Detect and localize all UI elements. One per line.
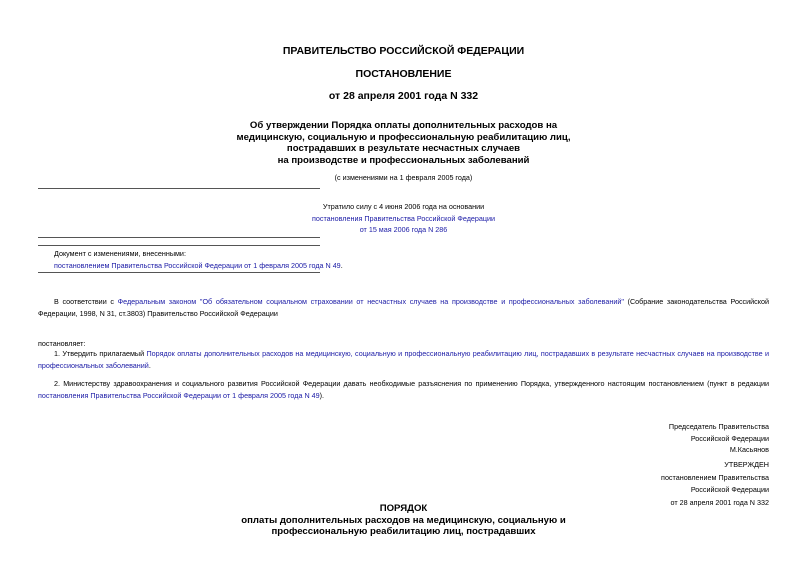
signature-country: Российской Федерации	[690, 433, 769, 443]
approved-line: от 28 апреля 2001 года N 332	[670, 497, 769, 507]
approved-line: Российской Федерации	[690, 485, 769, 494]
approved-block	[469, 459, 769, 509]
preamble-text: (Собрание законодательства Российской Федерации, 1998, N 31, ст.3803) Правительство Российской Федерации	[38, 297, 769, 318]
item-2-paragraph	[38, 378, 769, 402]
divider	[38, 237, 320, 238]
order-title: ПОРЯДОК	[379, 503, 428, 514]
title-line: медицинскую, социальную и профессиональную реабилитацию лиц,	[236, 131, 571, 143]
government-heading: ПРАВИТЕЛЬСТВО РОССИЙСКОЙ ФЕДЕРАЦИИ	[282, 45, 525, 57]
signature-name: М.Касьянов	[729, 445, 769, 454]
item-1-text: 1. Утвердить прилагаемый	[54, 349, 147, 358]
divider	[38, 272, 320, 273]
amendments-note: (с изменениями на 1 февраля 2005 года)	[334, 173, 473, 182]
signature-position: Председатель Правительства	[668, 422, 769, 431]
lost-force-link-date[interactable]: от 15 мая 2006 года N 286	[359, 225, 448, 234]
order-link[interactable]: Порядок оплаты дополнительных расходов на медицинскую, социальную и профессиональную реабилитацию лиц, пострадавших в результате несчастных случаев на производстве и профессиональных заболеваний	[38, 349, 769, 370]
divider	[38, 188, 320, 189]
document-title	[0, 120, 807, 166]
order-subtitle-line: профессиональную реабилитацию лиц, пострадавших	[271, 526, 536, 537]
order-heading	[0, 503, 807, 538]
lost-force-link[interactable]: постановления Правительства Российской Федерации	[311, 213, 496, 223]
preamble-paragraph	[38, 296, 769, 320]
federal-law-link[interactable]: Федеральным законом "Об обязательном социальном страховании от несчастных случаев на производстве и профессиональных заболеваний"	[117, 297, 624, 306]
changes-link[interactable]: постановлением Правительства Российской Федерации от 1 февраля 2005 года N 49	[54, 260, 341, 270]
item-1-end: .	[148, 361, 151, 370]
approved-title: УТВЕРЖДЕН	[724, 460, 769, 469]
amendment-link[interactable]: постановления Правительства Российской Федерации от 1 февраля 2005 года N 49	[38, 391, 320, 400]
changes-block	[54, 248, 343, 271]
signature-block	[469, 421, 769, 456]
item-2-end: ).	[319, 391, 325, 400]
changes-link-end: .	[340, 260, 343, 270]
lost-force-text: Утратило силу с 4 июня 2006 года на основании	[322, 202, 485, 211]
decides-text: постановляет:	[38, 339, 86, 348]
order-subtitle-line: оплаты дополнительных расходов на медицинскую, социальную и	[241, 514, 566, 526]
item-2-text: 2. Министерству здравоохранения и социального развития Российской Федерации давать необходимые разъяснения по применению Порядка, утвержденного настоящим постановлением (пункт в редакции	[54, 379, 769, 388]
preamble-text: В соответствии с	[54, 297, 118, 306]
title-line: пострадавших в результате несчастных случаев	[286, 143, 521, 154]
document-date: от 28 апреля 2001 года N 332	[328, 90, 479, 102]
divider	[38, 245, 320, 246]
title-line: Об утверждении Порядка оплаты дополнительных расходов на	[249, 120, 558, 131]
document-type: ПОСТАНОВЛЕНИЕ	[355, 68, 452, 80]
lost-force-block	[0, 201, 807, 236]
approved-line: постановлением Правительства	[661, 472, 769, 482]
title-line: на производстве и профессиональных заболеваний	[277, 154, 530, 166]
item-1-paragraph	[38, 348, 769, 372]
changes-label: Документ с изменениями, внесенными:	[54, 249, 186, 258]
